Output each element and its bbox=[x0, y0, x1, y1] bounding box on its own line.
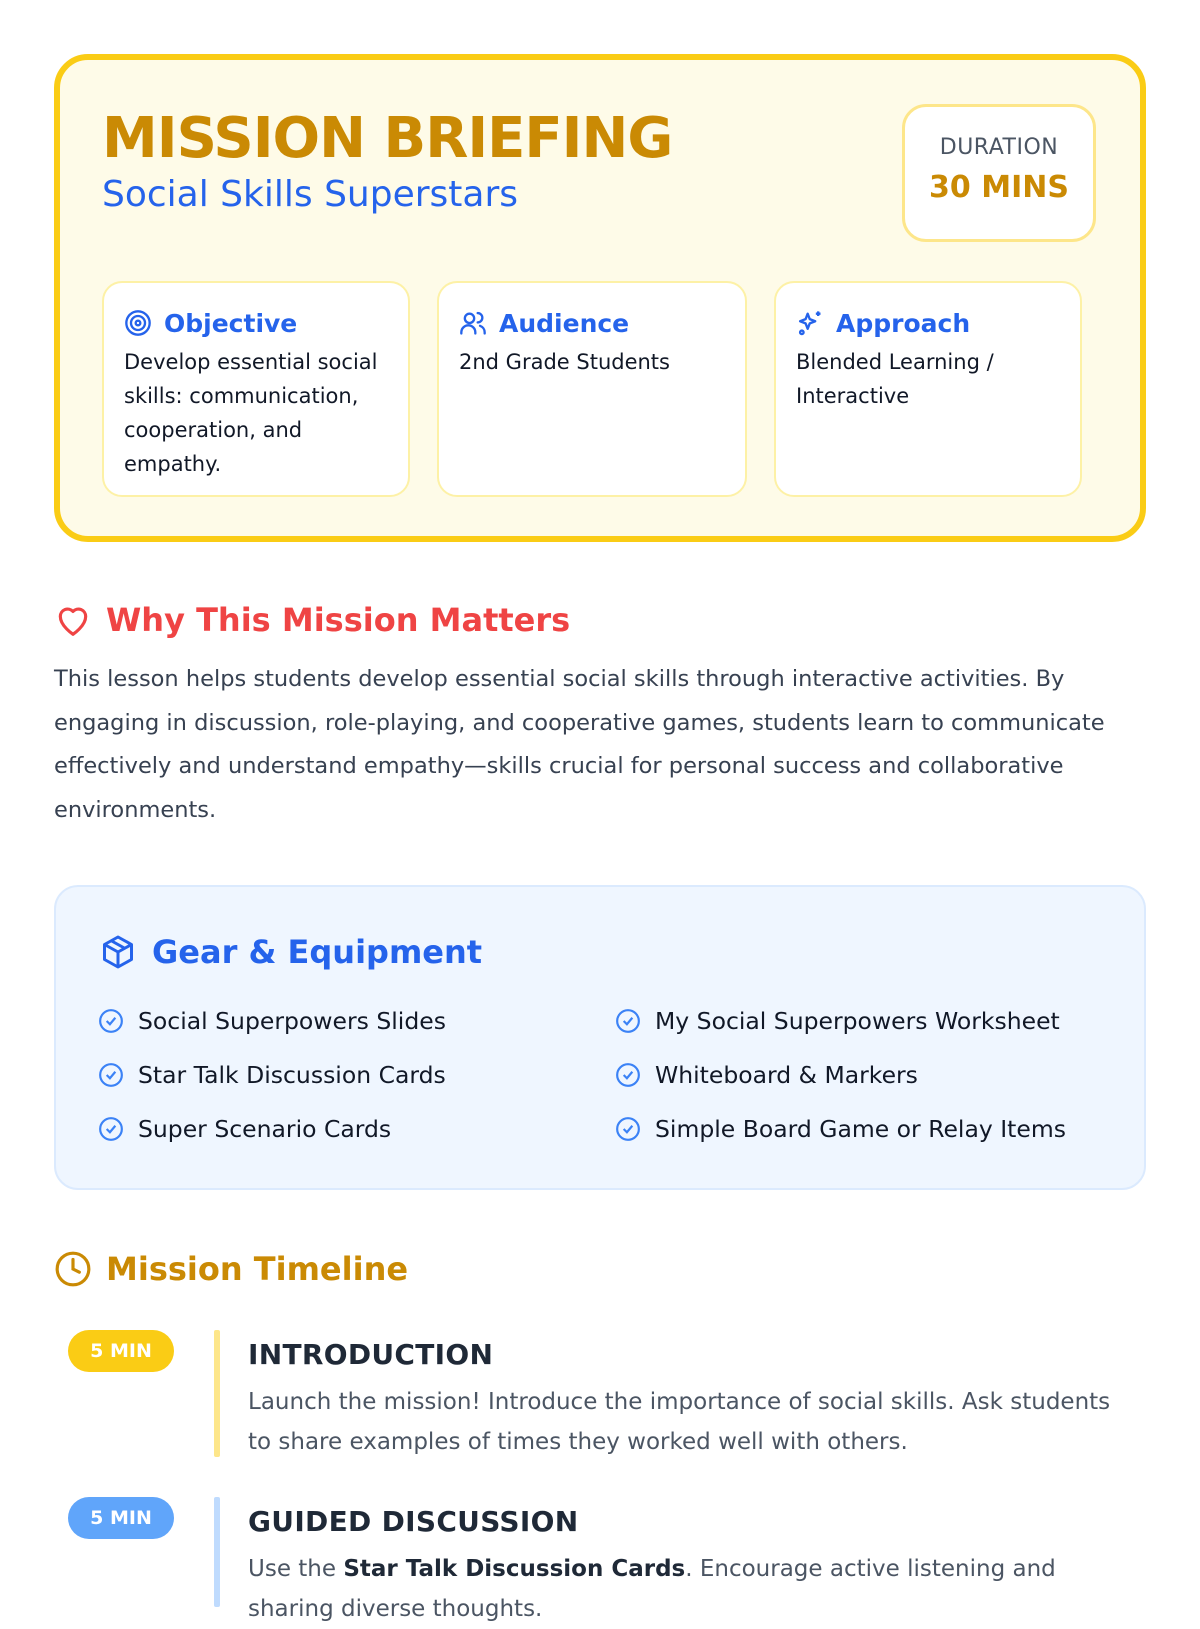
duration-value: 30 MINS bbox=[929, 170, 1069, 205]
check-circle-icon bbox=[615, 1116, 641, 1142]
description-bold-text: Star Talk Discussion Cards bbox=[343, 1556, 686, 1582]
timeline-item-introduction bbox=[54, 1330, 1146, 1460]
audience-card bbox=[437, 281, 747, 497]
check-circle-icon bbox=[615, 1008, 641, 1034]
users-icon bbox=[459, 309, 487, 337]
duration-label: DURATION bbox=[939, 135, 1059, 160]
duration-badge: 5 MIN bbox=[68, 1330, 174, 1372]
timeline-bar bbox=[214, 1330, 220, 1457]
check-circle-icon bbox=[98, 1062, 124, 1088]
gear-item bbox=[98, 1003, 615, 1039]
briefing-title: MISSION BRIEFING bbox=[102, 106, 673, 171]
timeline-item-title: GUIDED DISCUSSION bbox=[248, 1505, 579, 1538]
timeline-bar bbox=[214, 1497, 220, 1607]
approach-card bbox=[774, 281, 1082, 497]
gear-item bbox=[615, 1057, 1118, 1093]
heart-icon bbox=[54, 601, 92, 639]
duration-box bbox=[902, 104, 1096, 242]
objective-text: Develop essential social skills: communication, cooperation, and empathy. bbox=[124, 350, 378, 476]
gear-item-label: Social Superpowers Slides bbox=[138, 1007, 446, 1035]
timeline-item-guided-discussion bbox=[54, 1497, 1146, 1622]
timeline-title: Mission Timeline bbox=[106, 1250, 409, 1288]
check-circle-icon bbox=[98, 1008, 124, 1034]
timeline-item-title: INTRODUCTION bbox=[248, 1338, 494, 1371]
gear-item-label: Simple Board Game or Relay Items bbox=[655, 1115, 1066, 1143]
box-icon bbox=[100, 934, 136, 970]
gear-item-label: My Social Superpowers Worksheet bbox=[655, 1007, 1060, 1035]
sparkles-icon bbox=[796, 309, 824, 337]
gear-item bbox=[615, 1111, 1118, 1147]
gear-title: Gear & Equipment bbox=[152, 933, 483, 971]
gear-item-label: Star Talk Discussion Cards bbox=[138, 1061, 446, 1089]
timeline-item-description: Launch the mission! Introduce the importance of social skills. Ask students to share examples of times they worked well with others. bbox=[248, 1389, 1111, 1455]
objective-card bbox=[102, 281, 410, 497]
check-circle-icon bbox=[98, 1116, 124, 1142]
audience-text: 2nd Grade Students bbox=[459, 350, 670, 374]
target-icon bbox=[124, 309, 152, 337]
duration-badge: 5 MIN bbox=[68, 1497, 174, 1539]
description-text: . Encourage active listening and sharing diverse thoughts. bbox=[248, 1556, 1056, 1622]
gear-item-label: Whiteboard & Markers bbox=[655, 1061, 918, 1089]
why-description: This lesson helps students develop essential social skills through interactive activities. By engaging in discussion, role-playing, and cooperative games, students learn to communicate effectively and understand empathy—skills crucial for personal success and collaborative environments. bbox=[54, 666, 1105, 823]
mission-briefing-card bbox=[54, 54, 1146, 542]
check-circle-icon bbox=[615, 1062, 641, 1088]
gear-item bbox=[615, 1003, 1118, 1039]
gear-list bbox=[98, 1003, 1118, 1147]
approach-text: Blended Learning / Interactive bbox=[796, 350, 994, 408]
description-text: Use the bbox=[248, 1556, 344, 1582]
objective-title: Objective bbox=[164, 308, 298, 338]
briefing-subtitle: Social Skills Superstars bbox=[102, 174, 519, 215]
gear-item bbox=[98, 1057, 615, 1093]
audience-title: Audience bbox=[499, 308, 630, 338]
gear-item bbox=[98, 1111, 615, 1147]
clock-icon bbox=[54, 1250, 92, 1288]
gear-header bbox=[100, 933, 482, 971]
gear-item-label: Super Scenario Cards bbox=[138, 1115, 392, 1143]
timeline-header bbox=[54, 1250, 408, 1288]
why-section-header bbox=[54, 601, 570, 639]
approach-title: Approach bbox=[836, 308, 971, 338]
timeline-item-description bbox=[248, 1549, 1128, 1629]
gear-equipment-card bbox=[54, 885, 1146, 1190]
why-title: Why This Mission Matters bbox=[106, 601, 571, 639]
